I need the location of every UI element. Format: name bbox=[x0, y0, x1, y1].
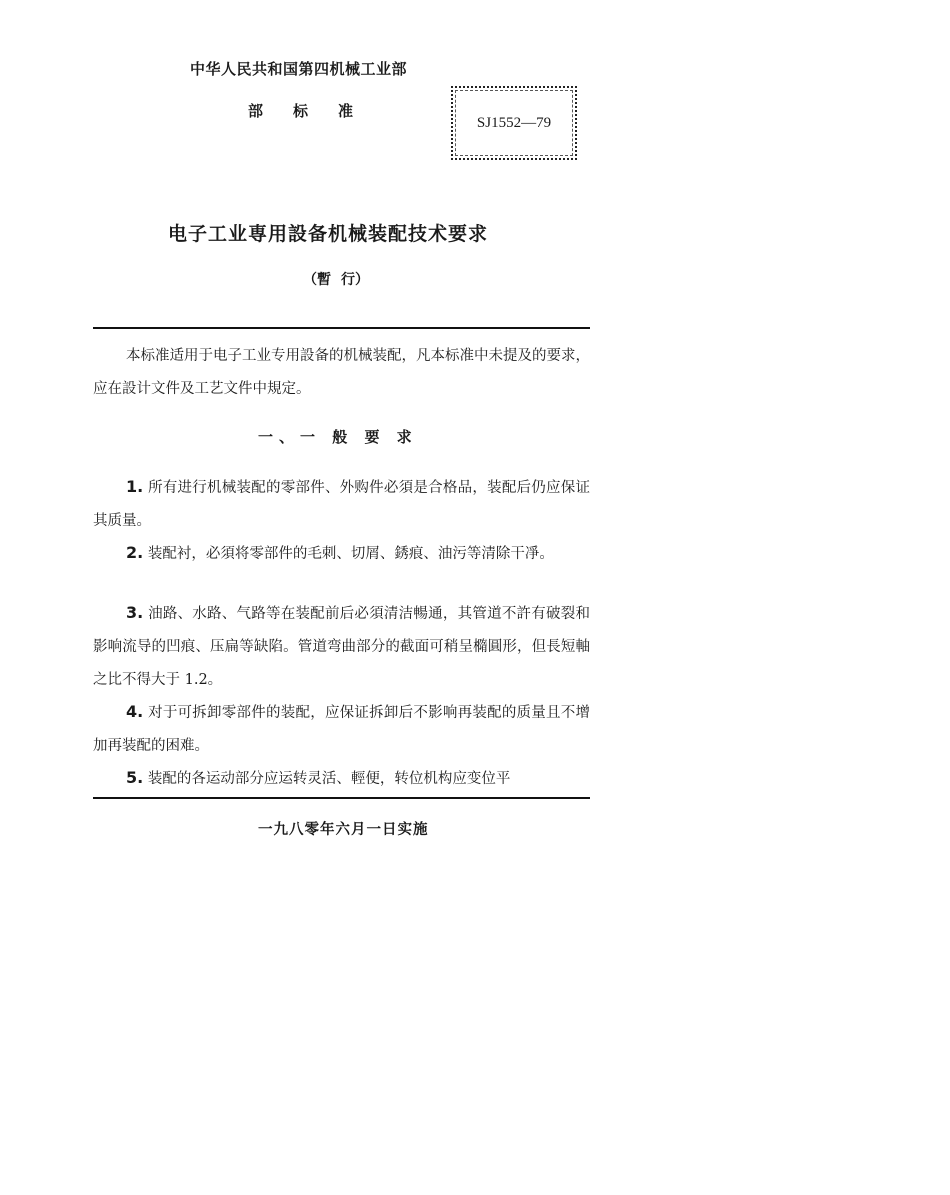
subtitle-text-1: 暫 bbox=[317, 272, 331, 288]
item-number: 1. bbox=[126, 477, 144, 496]
list-item bbox=[93, 596, 590, 697]
item-number: 3. bbox=[126, 603, 144, 622]
item-number: 5. bbox=[126, 768, 144, 787]
item-text: 所有进行机械装配的零部件、外购件必須是合格品，装配后仍应保证其质量。 bbox=[93, 480, 591, 529]
standard-code-stamp bbox=[451, 86, 577, 160]
standard-code: SJ1552—79 bbox=[476, 115, 552, 131]
top-divider bbox=[93, 327, 590, 329]
item-number: 4. bbox=[126, 702, 144, 721]
item-text: 装配的各运动部分应运转灵活、輕便，转位机构应变位平 bbox=[147, 771, 511, 787]
section-heading: 一、一 般 要 求 bbox=[258, 428, 418, 446]
document-subtitle bbox=[303, 269, 369, 289]
list-item bbox=[93, 536, 590, 571]
subtitle-open-paren: （ bbox=[303, 272, 317, 288]
item-text: 对于可拆卸零部件的装配，应保证拆卸后不影响再装配的质量且不增加再装配的困难。 bbox=[93, 705, 591, 754]
subtitle-close-paren: ） bbox=[355, 272, 369, 288]
list-item bbox=[93, 761, 590, 796]
document-title: 电子工业専用設备机械装配技术要求 bbox=[168, 223, 489, 245]
list-item bbox=[93, 470, 590, 538]
subtitle-text-2: 行 bbox=[341, 272, 355, 288]
effective-date: 一九八零年六月一日实施 bbox=[258, 822, 429, 838]
item-text: 装配衬，必須将零部件的毛刺、切屑、銹痕、油污等清除干凈。 bbox=[147, 546, 554, 562]
ministry-name: 中华人民共和国第四机械工业部 bbox=[190, 60, 408, 78]
intro-paragraph: 本标准适用于电子工业专用設备的机械装配，凡本标准中未提及的要求，应在設计文件及工艺文件中規定。 bbox=[93, 348, 590, 397]
item-number: 2. bbox=[126, 543, 144, 562]
list-item bbox=[93, 695, 590, 763]
standard-type-label: 部标准 bbox=[248, 102, 384, 120]
item-text: 油路、水路、气路等在装配前后必須清洁暢通，其管道不許有破裂和影响流导的凹痕、压扁等缺陷。管道弯曲部分的截面可稍呈橢圓形，但長短軸之比不得大于 1.2。 bbox=[93, 606, 591, 688]
bottom-divider bbox=[93, 797, 590, 799]
